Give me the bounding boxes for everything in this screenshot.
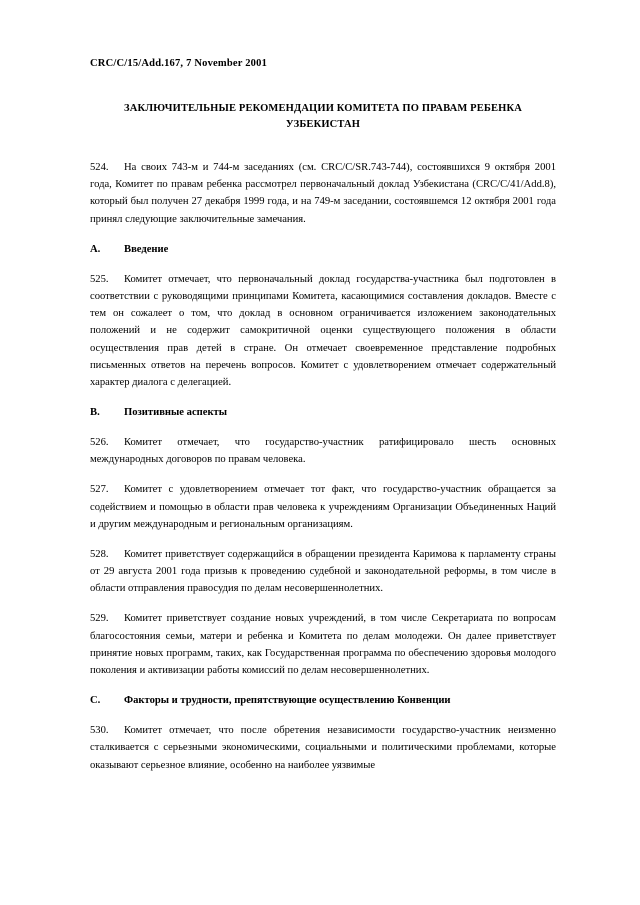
paragraph-528	[90, 546, 556, 597]
document-body	[90, 58, 556, 787]
paragraph-text: Комитет отмечает, что государство-участник ратифицировало шесть основных международных договоров по правам человека.	[90, 437, 556, 466]
paragraph-526	[90, 434, 556, 468]
paragraph-524	[90, 159, 556, 228]
paragraph-number: 526.	[90, 437, 109, 449]
paragraph-number: 528.	[90, 548, 109, 560]
document-title-block	[90, 101, 556, 134]
paragraph-number: 530.	[90, 725, 109, 737]
paragraph-text: Комитет приветствует содержащийся в обращении президента Каримова к парламенту страны от 29 августа 2001 года призыв к проведению судебной и законодательной реформы, в том числе в области отправления правосудия по делам несовершеннолетних.	[90, 548, 556, 595]
paragraph-text: Комитет отмечает, что первоначальный доклад государства-участника был подготовлен в соответствии с руководящими принципами Комитета, касающимися составления докладов. Вместе с тем он сожалеет о том, что доклад в основном ограничивается изложением законодательных положений и не содержит самокритичной оценки существующего положения в области осуществления прав детей в стране. Он отмечает своевременное представление подробных письменных ответов на перечень вопросов. Комитет с удовлетворением отмечает содержательный характер диалога с делегацией.	[90, 273, 556, 388]
section-title: Позитивные аспекты	[124, 407, 228, 418]
section-letter: A.	[90, 243, 101, 255]
paragraph-number: 529.	[90, 613, 109, 625]
document-title-country: УЗБЕКИСТАН	[285, 118, 361, 130]
paragraph-text: Комитет приветствует создание новых учреждений, в том числе Секретариата по вопросам благосостояния семьи, матери и ребенка и Комитета по делам молодежи. Он далее приветствует принятие новых программ, таких, как Государственная программа по обеспечению здоровья молодого поколения и активизации работы комиссий по делам несовершеннолетних.	[90, 613, 556, 676]
paragraph-number: 527.	[90, 484, 109, 496]
paragraph-527	[90, 481, 556, 532]
section-heading-a	[90, 241, 556, 258]
paragraph-529	[90, 610, 556, 679]
section-title: Факторы и трудности, препятствующие осуществлению Конвенции	[124, 695, 451, 707]
paragraph-text: На своих 743-м и 744-м заседаниях (см. CRC/C/SR.743-744), состоявшихся 9 октября 2001 года, Комитет по правам ребенка рассмотрел первоначальный доклад Узбекистана (CRC/C/41/Add.8), который был получен 27 декабря 1999 года, и на 749-м заседании, состоявшемся 12 октября 2001 года принял следующие заключительные замечания.	[90, 162, 556, 225]
section-letter: B.	[90, 407, 100, 418]
section-letter: C.	[90, 695, 101, 707]
section-heading-b	[90, 404, 556, 421]
document-title-main: ЗАКЛЮЧИТЕЛЬНЫЕ РЕКОМЕНДАЦИИ КОМИТЕТА ПО ПРАВАМ РЕБЕНКА	[124, 102, 522, 114]
paragraph-number: 524.	[90, 162, 109, 174]
paragraph-text: Комитет с удовлетворением отмечает тот факт, что государство-участник обращается за содействием и помощью в области прав человека к учреждениям Организации Объединенных Наций и другим международным и региональным организациям.	[90, 484, 556, 530]
section-heading-c	[90, 692, 556, 709]
document-reference: CRC/C/15/Add.167, 7 November 2001	[90, 58, 268, 69]
paragraph-number: 525.	[90, 273, 109, 285]
paragraph-text: Комитет отмечает, что после обретения независимости государство-участник неизменно сталкивается с серьезными экономическими, социальными и политическими проблемами, которые оказывают серьезное влияние, особенно на наиболее уязвимые	[90, 725, 556, 771]
paragraph-525	[90, 271, 556, 391]
paragraph-530	[90, 722, 556, 773]
section-title: Введение	[124, 243, 169, 255]
